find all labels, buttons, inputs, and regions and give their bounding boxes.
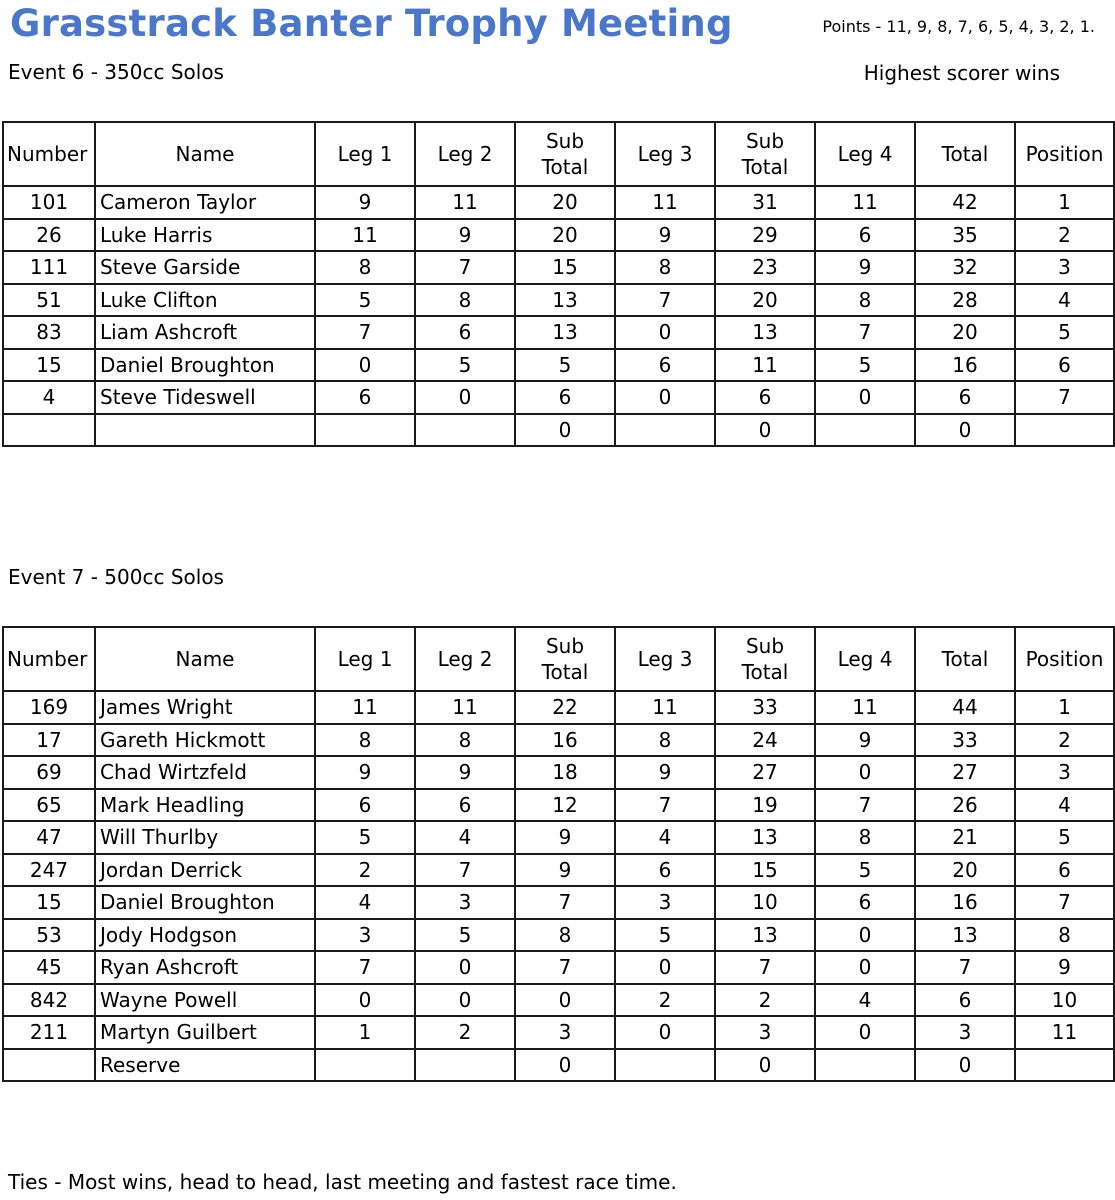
cell-leg3: 4 (615, 821, 715, 854)
table-row (3, 219, 1114, 252)
cell-leg2: 11 (415, 691, 515, 724)
table-header-row (3, 122, 1114, 186)
cell-leg3: 2 (615, 984, 715, 1017)
cell-leg3: 8 (615, 724, 715, 757)
cell-subtotal-2: 3 (715, 1016, 815, 1049)
table-row (3, 381, 1114, 414)
cell-leg1: 8 (315, 251, 415, 284)
col-header-leg4: Leg 4 (815, 627, 915, 691)
cell-subtotal-1: 0 (515, 984, 615, 1017)
cell-subtotal-2: 33 (715, 691, 815, 724)
cell-number: 47 (3, 821, 95, 854)
cell-subtotal-2: 29 (715, 219, 815, 252)
cell-leg4: 6 (815, 219, 915, 252)
cell-leg2: 6 (415, 789, 515, 822)
cell-leg4 (815, 1049, 915, 1082)
cell-leg3: 0 (615, 381, 715, 414)
table-row (3, 821, 1114, 854)
cell-total: 33 (915, 724, 1015, 757)
cell-position: 5 (1015, 316, 1114, 349)
cell-name (95, 414, 315, 447)
cell-leg1: 8 (315, 724, 415, 757)
cell-number: 26 (3, 219, 95, 252)
cell-subtotal-2: 13 (715, 919, 815, 952)
cell-position: 4 (1015, 789, 1114, 822)
cell-number: 83 (3, 316, 95, 349)
cell-leg2: 6 (415, 316, 515, 349)
cell-leg1: 2 (315, 854, 415, 887)
cell-leg2: 5 (415, 919, 515, 952)
cell-position (1015, 1049, 1114, 1082)
cell-subtotal-1: 0 (515, 1049, 615, 1082)
cell-name: Steve Tideswell (95, 381, 315, 414)
cell-subtotal-1: 13 (515, 284, 615, 317)
cell-total: 44 (915, 691, 1015, 724)
cell-total: 20 (915, 854, 1015, 887)
cell-leg4: 7 (815, 316, 915, 349)
table-row (3, 1049, 1114, 1082)
col-header-name: Name (95, 627, 315, 691)
col-header-subtotal-2: Sub Total (715, 122, 815, 186)
cell-position: 5 (1015, 821, 1114, 854)
cell-name: Chad Wirtzfeld (95, 756, 315, 789)
cell-leg4: 9 (815, 251, 915, 284)
cell-name: Wayne Powell (95, 984, 315, 1017)
table-row (3, 691, 1114, 724)
cell-number (3, 1049, 95, 1082)
cell-leg3: 3 (615, 886, 715, 919)
cell-leg3: 9 (615, 756, 715, 789)
cell-name: Ryan Ashcroft (95, 951, 315, 984)
table-row (3, 251, 1114, 284)
cell-name: Luke Clifton (95, 284, 315, 317)
cell-position: 3 (1015, 251, 1114, 284)
cell-total: 35 (915, 219, 1015, 252)
cell-total: 32 (915, 251, 1015, 284)
cell-leg1: 6 (315, 789, 415, 822)
cell-name: Reserve (95, 1049, 315, 1082)
cell-leg4: 5 (815, 349, 915, 382)
col-header-leg2: Leg 2 (415, 627, 515, 691)
cell-leg4: 9 (815, 724, 915, 757)
col-header-leg4: Leg 4 (815, 122, 915, 186)
event-6-rows (3, 186, 1114, 446)
table-row (3, 984, 1114, 1017)
cell-leg1: 6 (315, 381, 415, 414)
event-7-table (2, 626, 1115, 1082)
cell-leg1: 0 (315, 349, 415, 382)
cell-leg3: 11 (615, 186, 715, 219)
cell-subtotal-1: 15 (515, 251, 615, 284)
cell-position: 3 (1015, 756, 1114, 789)
cell-leg4: 0 (815, 756, 915, 789)
cell-leg3: 6 (615, 349, 715, 382)
cell-leg2: 0 (415, 984, 515, 1017)
cell-position: 6 (1015, 349, 1114, 382)
cell-subtotal-2: 23 (715, 251, 815, 284)
table-row (3, 951, 1114, 984)
cell-leg2: 4 (415, 821, 515, 854)
cell-position: 1 (1015, 691, 1114, 724)
cell-total: 6 (915, 381, 1015, 414)
cell-leg1: 1 (315, 1016, 415, 1049)
cell-leg4: 11 (815, 186, 915, 219)
cell-leg1: 11 (315, 219, 415, 252)
cell-number: 45 (3, 951, 95, 984)
cell-number: 101 (3, 186, 95, 219)
cell-leg4: 4 (815, 984, 915, 1017)
table-row (3, 349, 1114, 382)
cell-name: Daniel Broughton (95, 349, 315, 382)
col-header-leg3: Leg 3 (615, 122, 715, 186)
cell-subtotal-1: 3 (515, 1016, 615, 1049)
cell-leg2: 9 (415, 756, 515, 789)
cell-leg4: 8 (815, 821, 915, 854)
table-row (3, 919, 1114, 952)
col-header-leg3: Leg 3 (615, 627, 715, 691)
page-title: Grasstrack Banter Trophy Meeting (10, 2, 733, 45)
table-row (3, 756, 1114, 789)
cell-subtotal-1: 6 (515, 381, 615, 414)
table-header-row (3, 627, 1114, 691)
cell-name: Martyn Guilbert (95, 1016, 315, 1049)
cell-subtotal-1: 5 (515, 349, 615, 382)
cell-leg2: 0 (415, 381, 515, 414)
cell-total: 28 (915, 284, 1015, 317)
table-row (3, 186, 1114, 219)
cell-leg3: 5 (615, 919, 715, 952)
cell-subtotal-1: 8 (515, 919, 615, 952)
cell-position: 2 (1015, 724, 1114, 757)
cell-leg2: 7 (415, 251, 515, 284)
cell-total: 21 (915, 821, 1015, 854)
cell-subtotal-2: 10 (715, 886, 815, 919)
cell-name: Daniel Broughton (95, 886, 315, 919)
cell-position: 6 (1015, 854, 1114, 887)
cell-leg4: 0 (815, 1016, 915, 1049)
cell-name: Luke Harris (95, 219, 315, 252)
cell-leg1: 9 (315, 756, 415, 789)
cell-position: 8 (1015, 919, 1114, 952)
cell-subtotal-1: 7 (515, 886, 615, 919)
cell-leg2: 9 (415, 219, 515, 252)
cell-total: 42 (915, 186, 1015, 219)
cell-leg3: 11 (615, 691, 715, 724)
cell-leg1 (315, 414, 415, 447)
cell-leg3: 7 (615, 789, 715, 822)
cell-leg4 (815, 414, 915, 447)
cell-number: 17 (3, 724, 95, 757)
cell-subtotal-2: 15 (715, 854, 815, 887)
col-header-subtotal-2: Sub Total (715, 627, 815, 691)
cell-leg1: 3 (315, 919, 415, 952)
scoring-note: Highest scorer wins (863, 61, 1060, 85)
cell-position: 1 (1015, 186, 1114, 219)
event-7-rows (3, 691, 1114, 1081)
table-row (3, 789, 1114, 822)
cell-leg3: 0 (615, 316, 715, 349)
cell-leg4: 0 (815, 919, 915, 952)
cell-total: 6 (915, 984, 1015, 1017)
cell-subtotal-2: 7 (715, 951, 815, 984)
cell-subtotal-1: 12 (515, 789, 615, 822)
cell-number: 211 (3, 1016, 95, 1049)
cell-subtotal-2: 31 (715, 186, 815, 219)
cell-total: 7 (915, 951, 1015, 984)
cell-total: 0 (915, 414, 1015, 447)
cell-name: Cameron Taylor (95, 186, 315, 219)
cell-leg1: 0 (315, 984, 415, 1017)
points-scale: Points - 11, 9, 8, 7, 6, 5, 4, 3, 2, 1. (822, 17, 1095, 36)
cell-leg4: 5 (815, 854, 915, 887)
cell-position (1015, 414, 1114, 447)
cell-total: 16 (915, 349, 1015, 382)
cell-total: 13 (915, 919, 1015, 952)
cell-total: 20 (915, 316, 1015, 349)
cell-name: Steve Garside (95, 251, 315, 284)
cell-position: 11 (1015, 1016, 1114, 1049)
col-header-leg1: Leg 1 (315, 122, 415, 186)
cell-name: Mark Headling (95, 789, 315, 822)
cell-subtotal-2: 11 (715, 349, 815, 382)
cell-total: 3 (915, 1016, 1015, 1049)
cell-leg2: 7 (415, 854, 515, 887)
cell-leg1: 5 (315, 284, 415, 317)
col-header-total: Total (915, 122, 1015, 186)
cell-number: 65 (3, 789, 95, 822)
cell-subtotal-1: 18 (515, 756, 615, 789)
cell-subtotal-1: 13 (515, 316, 615, 349)
cell-subtotal-2: 24 (715, 724, 815, 757)
cell-leg2: 8 (415, 284, 515, 317)
col-header-number: Number (3, 627, 95, 691)
col-header-subtotal-1: Sub Total (515, 122, 615, 186)
cell-leg4: 6 (815, 886, 915, 919)
cell-leg4: 11 (815, 691, 915, 724)
cell-subtotal-2: 13 (715, 821, 815, 854)
cell-position: 9 (1015, 951, 1114, 984)
cell-leg4: 8 (815, 284, 915, 317)
col-header-leg2: Leg 2 (415, 122, 515, 186)
cell-name: Jody Hodgson (95, 919, 315, 952)
cell-leg2: 0 (415, 951, 515, 984)
table-row (3, 854, 1114, 887)
table-row (3, 886, 1114, 919)
cell-leg2: 2 (415, 1016, 515, 1049)
cell-position: 7 (1015, 381, 1114, 414)
cell-position: 7 (1015, 886, 1114, 919)
cell-position: 2 (1015, 219, 1114, 252)
cell-number: 53 (3, 919, 95, 952)
cell-subtotal-1: 9 (515, 821, 615, 854)
col-header-leg1: Leg 1 (315, 627, 415, 691)
cell-leg3: 8 (615, 251, 715, 284)
cell-subtotal-2: 20 (715, 284, 815, 317)
cell-total: 16 (915, 886, 1015, 919)
cell-subtotal-1: 22 (515, 691, 615, 724)
cell-leg2: 11 (415, 186, 515, 219)
cell-name: Jordan Derrick (95, 854, 315, 887)
cell-number: 842 (3, 984, 95, 1017)
cell-subtotal-2: 0 (715, 1049, 815, 1082)
col-header-subtotal-1: Sub Total (515, 627, 615, 691)
cell-leg4: 0 (815, 381, 915, 414)
col-header-number: Number (3, 122, 95, 186)
cell-number: 169 (3, 691, 95, 724)
cell-name: Gareth Hickmott (95, 724, 315, 757)
table-row (3, 1016, 1114, 1049)
cell-leg1: 7 (315, 316, 415, 349)
cell-leg3: 0 (615, 1016, 715, 1049)
cell-number: 15 (3, 886, 95, 919)
cell-position: 4 (1015, 284, 1114, 317)
cell-subtotal-1: 20 (515, 186, 615, 219)
cell-total: 0 (915, 1049, 1015, 1082)
cell-leg1 (315, 1049, 415, 1082)
cell-number: 247 (3, 854, 95, 887)
cell-subtotal-2: 27 (715, 756, 815, 789)
cell-leg1: 5 (315, 821, 415, 854)
cell-leg3 (615, 414, 715, 447)
table-row (3, 414, 1114, 447)
event-6-table (2, 121, 1115, 447)
cell-leg2 (415, 1049, 515, 1082)
ties-note: Ties - Most wins, head to head, last meeting and fastest race time. (8, 1170, 677, 1194)
cell-number: 111 (3, 251, 95, 284)
col-header-position: Position (1015, 122, 1114, 186)
cell-number: 69 (3, 756, 95, 789)
cell-name: Liam Ashcroft (95, 316, 315, 349)
table-row (3, 284, 1114, 317)
cell-leg3: 9 (615, 219, 715, 252)
cell-number: 51 (3, 284, 95, 317)
event-6-label: Event 6 - 350cc Solos (8, 60, 224, 84)
cell-subtotal-1: 20 (515, 219, 615, 252)
cell-leg1: 4 (315, 886, 415, 919)
cell-total: 27 (915, 756, 1015, 789)
cell-leg2 (415, 414, 515, 447)
cell-number: 4 (3, 381, 95, 414)
cell-leg3: 0 (615, 951, 715, 984)
cell-name: James Wright (95, 691, 315, 724)
cell-leg1: 11 (315, 691, 415, 724)
cell-leg1: 9 (315, 186, 415, 219)
cell-number (3, 414, 95, 447)
cell-number: 15 (3, 349, 95, 382)
cell-subtotal-1: 16 (515, 724, 615, 757)
table-row (3, 724, 1114, 757)
cell-leg3: 7 (615, 284, 715, 317)
cell-leg2: 3 (415, 886, 515, 919)
table-row (3, 316, 1114, 349)
col-header-position: Position (1015, 627, 1114, 691)
cell-leg4: 0 (815, 951, 915, 984)
cell-leg3 (615, 1049, 715, 1082)
cell-subtotal-1: 0 (515, 414, 615, 447)
cell-total: 26 (915, 789, 1015, 822)
event-7-label: Event 7 - 500cc Solos (8, 565, 224, 589)
cell-leg2: 8 (415, 724, 515, 757)
col-header-total: Total (915, 627, 1015, 691)
cell-position: 10 (1015, 984, 1114, 1017)
cell-leg4: 7 (815, 789, 915, 822)
cell-subtotal-1: 9 (515, 854, 615, 887)
cell-leg2: 5 (415, 349, 515, 382)
cell-subtotal-2: 2 (715, 984, 815, 1017)
cell-subtotal-2: 19 (715, 789, 815, 822)
cell-leg3: 6 (615, 854, 715, 887)
cell-name: Will Thurlby (95, 821, 315, 854)
col-header-name: Name (95, 122, 315, 186)
cell-subtotal-2: 6 (715, 381, 815, 414)
cell-subtotal-1: 7 (515, 951, 615, 984)
cell-subtotal-2: 13 (715, 316, 815, 349)
cell-leg1: 7 (315, 951, 415, 984)
cell-subtotal-2: 0 (715, 414, 815, 447)
